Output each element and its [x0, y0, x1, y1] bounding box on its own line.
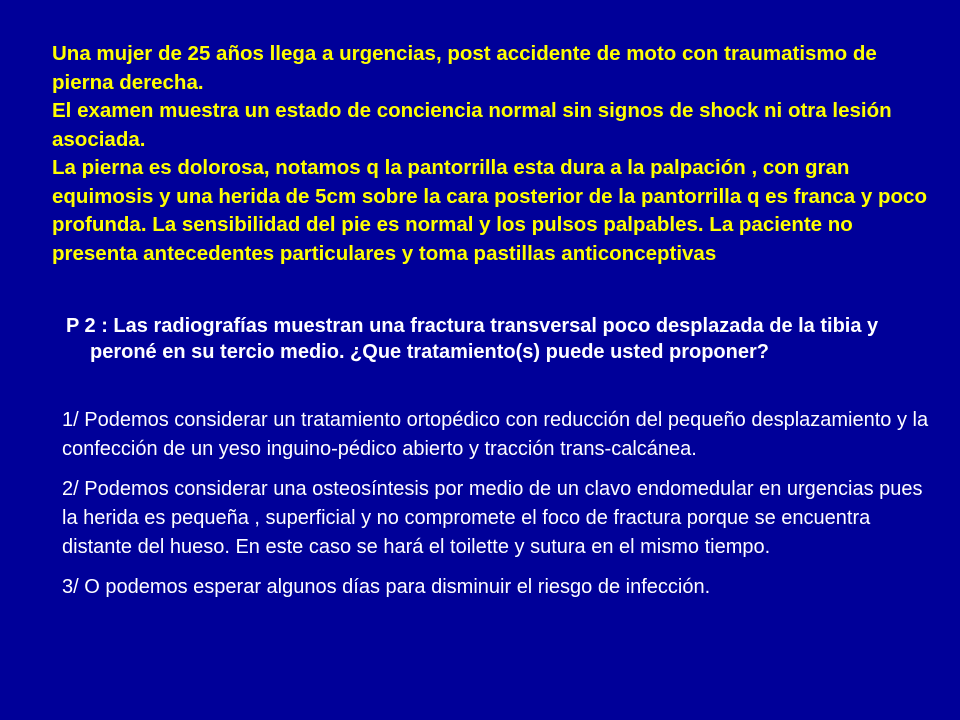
question-text: P 2 : Las radiografías muestran una fractura transversal poco desplazada de la tibia y peroné en su tercio medio. ¿Que tratamiento(s) puede usted proponer? [66, 315, 879, 363]
case-paragraph-intro: Una mujer de 25 años llega a urgencias, post accidente de moto con traumatismo de pierna derecha. [52, 42, 877, 94]
answer-option-2: 2/ Podemos considerar una osteosíntesis por medio de un clavo endomedular en urgencias pues la herida es pequeña , superficial y no compromete el foco de fractura porque se encuentra distante del hueso. En este caso se hará el toilette y sutura en el mismo tiempo. [62, 478, 923, 558]
case-paragraph-exam: El examen muestra un estado de conciencia normal sin signos de shock ni otra lesión asociada. [52, 99, 892, 151]
answer-option-3: 3/ O podemos esperar algunos días para disminuir el riesgo de infección. [62, 576, 711, 598]
answer-option-1: 1/ Podemos considerar un tratamiento ortopédico con reducción del pequeño desplazamiento y la confección de un yeso inguino-pédico abierto y tracción trans-calcánea. [62, 409, 929, 460]
case-description [52, 40, 932, 268]
answer-options [62, 406, 932, 613]
case-paragraph-findings: La pierna es dolorosa, notamos q la pantorrilla esta dura a la palpación , con gran equimosis y una herida de 5cm sobre la cara posterior de la pantorrilla q es franca y poco profunda. La sensibilidad del pie es normal y los pulsos palpables. La paciente no presenta antecedentes particulares y toma pastillas anticonceptivas [52, 156, 927, 265]
